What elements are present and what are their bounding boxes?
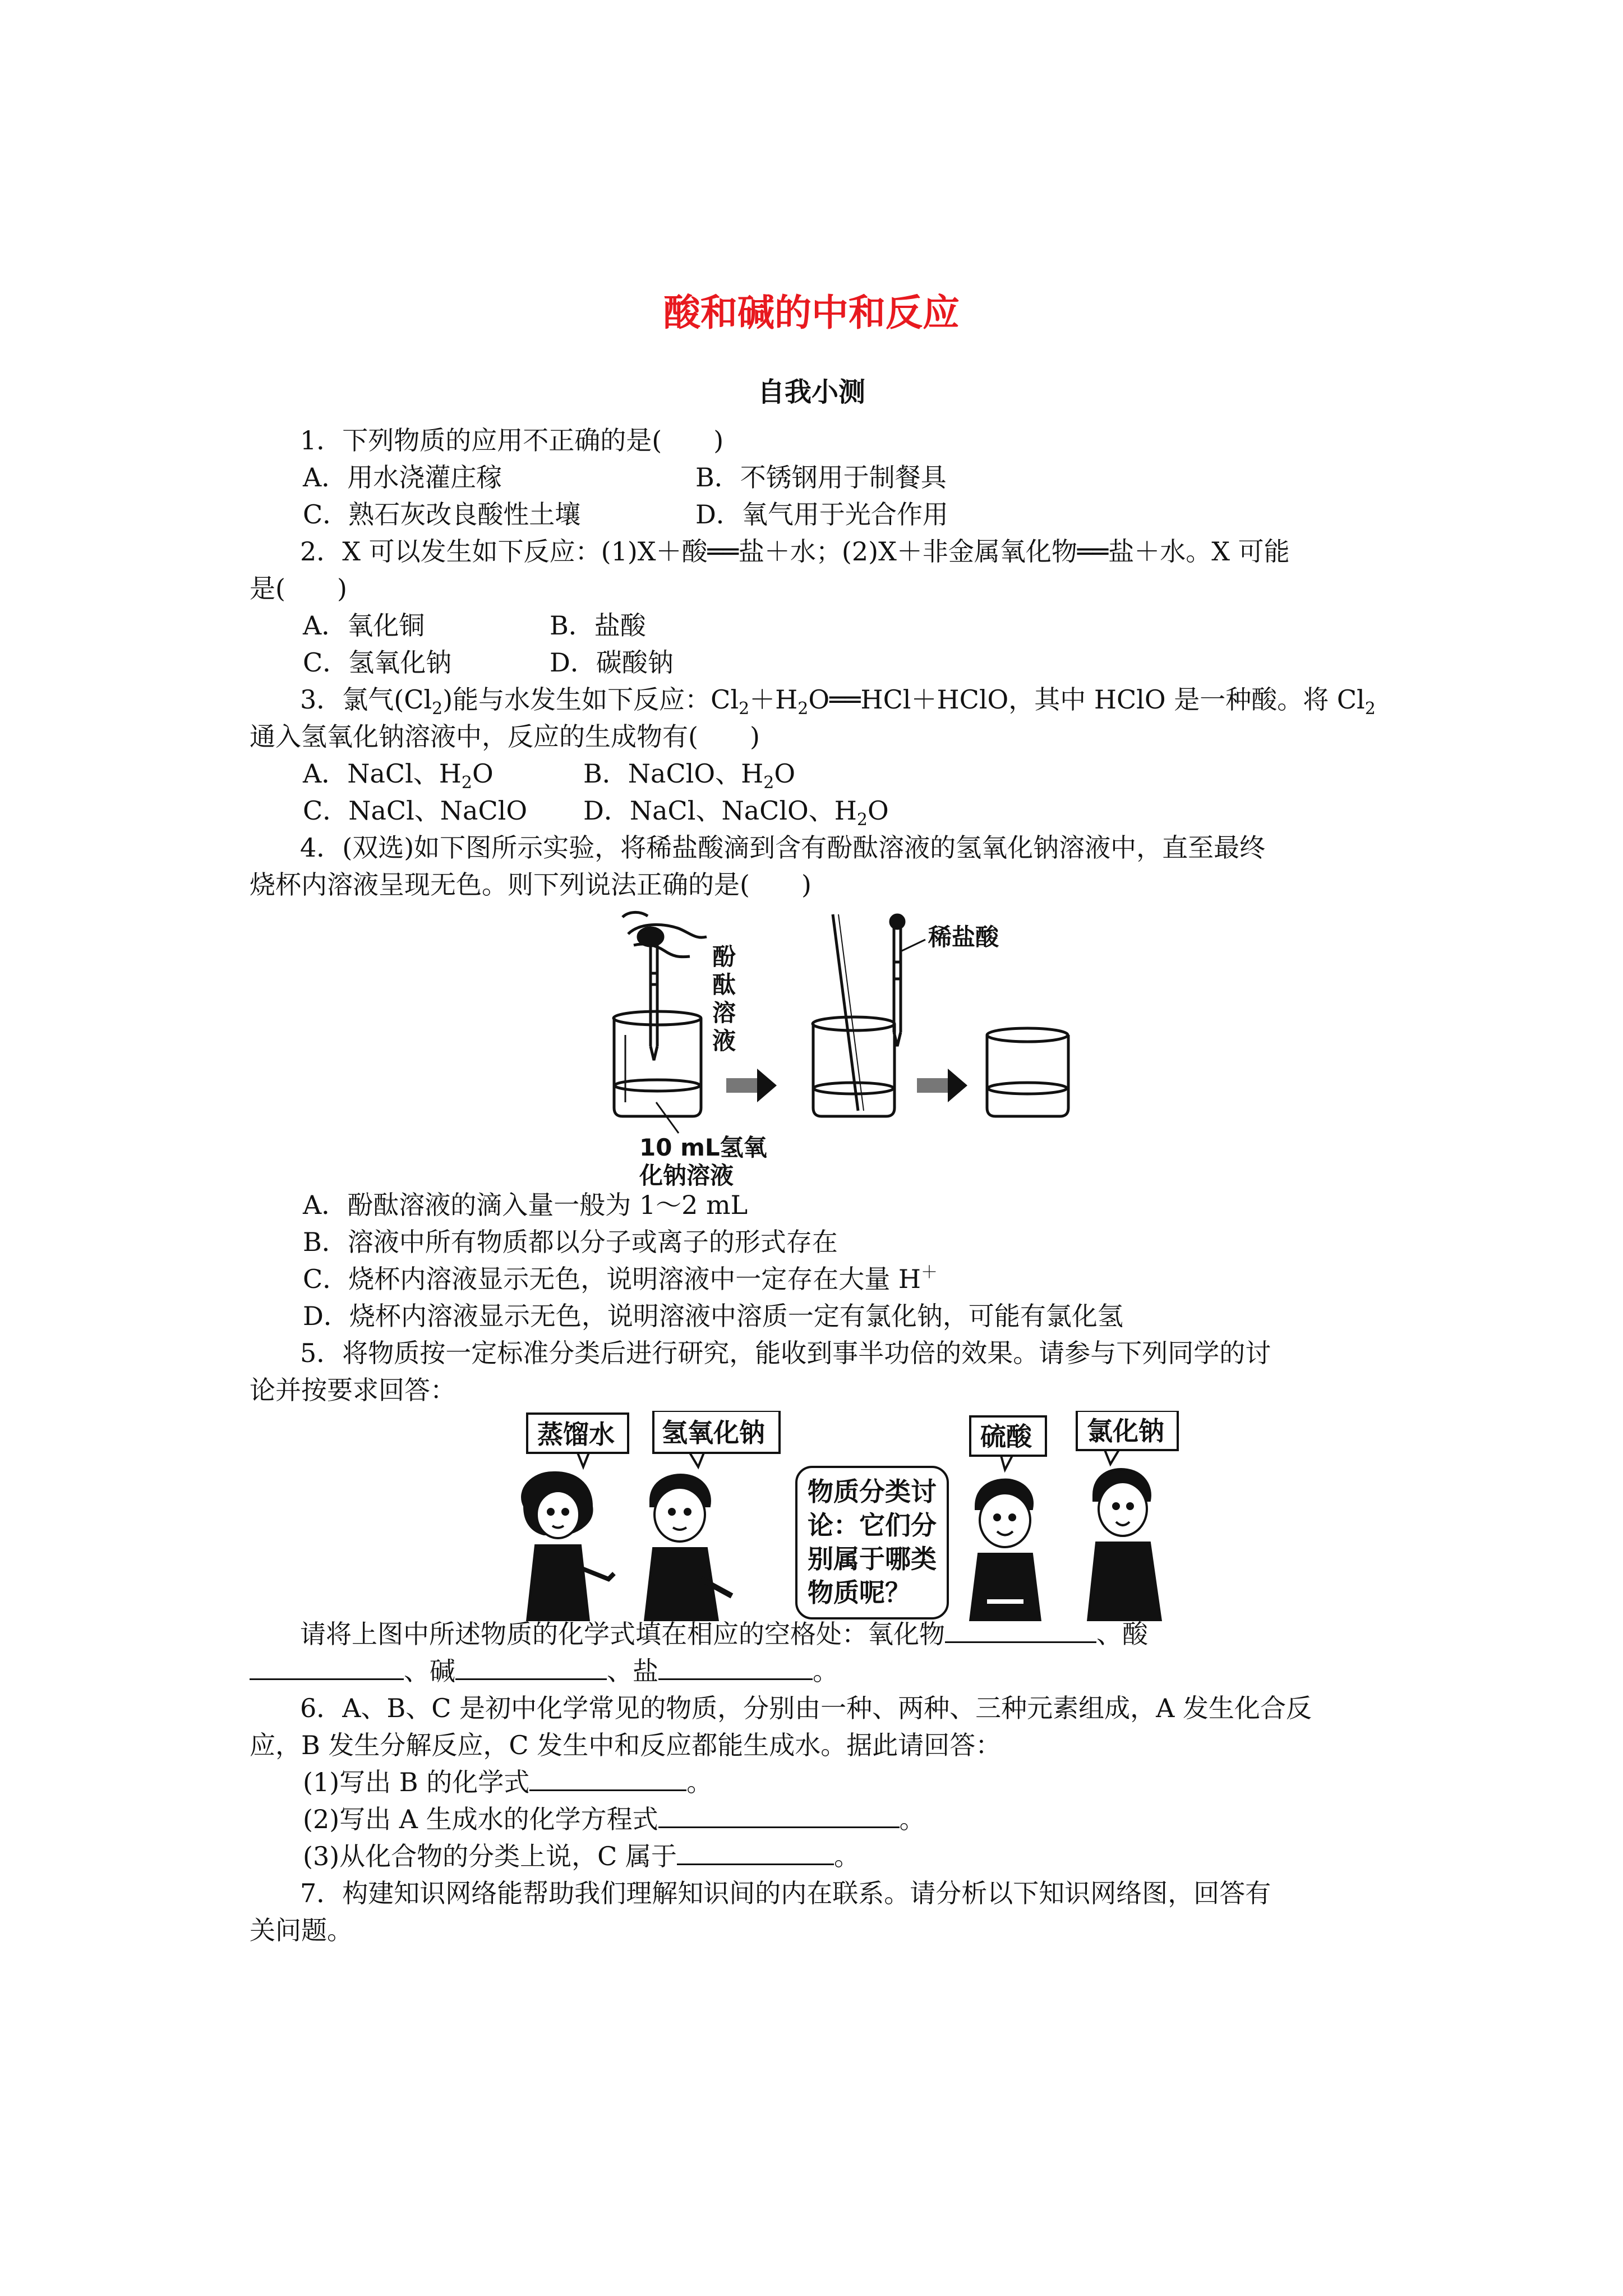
q6-part-1: (1)写出 B 的化学式 。 (303, 1767, 713, 1797)
q3-option-b: B．NaClO、$H_2O$ (583, 758, 796, 793)
speech-bubble-4 (1077, 1411, 1178, 1464)
q7-stem-line2: 关问题。 (250, 1915, 353, 1945)
q4-stem-line2: 烧杯内溶液呈现无色。则下列说法正确的是( ) (250, 869, 811, 900)
speech-bubble-1 (527, 1414, 628, 1467)
blank-a-equation[interactable] (658, 1804, 900, 1828)
arrow-right-icon (726, 1069, 777, 1102)
q1-option-c: C．熟石灰改良酸性土壤 (303, 499, 581, 530)
blank-acid[interactable] (250, 1656, 404, 1680)
blank-b-formula[interactable] (529, 1767, 686, 1791)
q2-option-a: A．氧化铜 (303, 610, 425, 641)
discussion-line-3: 别属于哪类 (808, 1544, 937, 1574)
q6-part-3: (3)从化合物的分类上说，C 属于 。 (303, 1841, 860, 1871)
q5-stem-line2: 论并按要求回答： (250, 1375, 456, 1405)
q1-option-d: D．氧气用于光合作用 (695, 499, 948, 530)
page-subtitle: 自我小测 (757, 376, 865, 408)
q4-option-b: B．溶液中所有物质都以分子或离子的形式存在 (303, 1227, 838, 1257)
student-boy-figure-2 (970, 1480, 1040, 1621)
discussion-box (796, 1467, 948, 1618)
q3-option-d: D．NaCl、NaClO、$H_2O$ (583, 795, 889, 830)
q4-option-a: A．酚酞溶液的滴入量一般为 1～2 mL (303, 1190, 748, 1220)
q2-option-b: B．盐酸 (550, 610, 646, 641)
speech-bubble-3 (970, 1416, 1046, 1470)
label-dilute-hcl: 稀盐酸 (928, 923, 999, 951)
q1-option-a: A．用水浇灌庄稼 (303, 462, 502, 493)
speech-bubble-2 (653, 1411, 780, 1467)
page-title: 酸和碱的中和反应 (663, 291, 960, 334)
q5-fill-line2: 、碱 、盐 。 (250, 1653, 838, 1690)
q4-option-d: D．烧杯内溶液显示无色，说明溶液中溶质一定有氯化钠，可能有氯化氢 (303, 1301, 1123, 1331)
bubble-sulfuric-acid: 硫酸 (980, 1421, 1032, 1452)
q2-stem-line2: 是( ) (250, 573, 347, 604)
q4-option-c: C．烧杯内溶液显示无色，说明溶液中一定存在大量 H＋ (303, 1263, 938, 1294)
q2-stem-line1: 2．X 可以发生如下反应：(1)X＋酸══盐＋水；(2)X＋非金属氧化物══盐＋水。X 可能 (300, 536, 1290, 567)
discussion-line-2: 论：它们分 (808, 1510, 937, 1540)
blank-c-category[interactable] (677, 1841, 834, 1865)
q7-stem-line1: 7．构建知识网络能帮助我们理解知识间的内在联系。请分析以下知识网络图，回答有 (300, 1878, 1271, 1908)
student-girl-figure (522, 1473, 614, 1621)
discussion-line-4: 物质呢？ (808, 1577, 911, 1608)
bubble-sodium-hydroxide: 氢氧化钠 (662, 1418, 765, 1448)
label-naoh-1: 10 mL氢氧 (639, 1134, 767, 1161)
q6-stem-line1: 6．A、B、C 是初中化学常见的物质，分别由一种、两种、三种元素组成，A 发生化合反 (300, 1693, 1312, 1723)
q1-option-b: B．不锈钢用于制餐具 (695, 462, 947, 493)
q6-stem-line2: 应，B 发生分解反应，C 发生中和反应都能生成水。据此请回答： (250, 1730, 1002, 1760)
student-boy-figure-1 (645, 1475, 732, 1621)
label-phenolphthalein-4: 液 (712, 1027, 736, 1055)
q6-part-2: (2)写出 A 生成水的化学方程式 。 (303, 1804, 925, 1834)
label-phenolphthalein-3: 溶 (712, 999, 736, 1027)
label-phenolphthalein-1: 酚 (712, 943, 736, 970)
arrow-right-icon (917, 1069, 967, 1102)
label-naoh-2: 化钠溶液 (639, 1162, 734, 1189)
beaker-3 (987, 1028, 1068, 1116)
student-boy-figure-3 (1088, 1469, 1161, 1621)
q5-fill-line1: 请将上图中所述物质的化学式填在相应的空格处：氧化物 、酸 (300, 1619, 1148, 1649)
q4-stem-line1: 4．(双选)如下图所示实验，将稀盐酸滴到含有酚酞溶液的氢氧化钠溶液中，直至最终 (300, 832, 1266, 863)
classification-discussion-figure (510, 1411, 1217, 1621)
bubble-sodium-chloride: 氯化钠 (1087, 1416, 1164, 1446)
beaker-2 (813, 914, 904, 1116)
q1-stem: 1．下列物质的应用不正确的是( ) (300, 425, 724, 455)
blank-oxide[interactable] (945, 1619, 1096, 1643)
blank-salt[interactable] (658, 1656, 813, 1680)
q5-stem-line1: 5．将物质按一定标准分类后进行研究，能收到事半功倍的效果。请参与下列同学的讨 (300, 1338, 1271, 1368)
label-phenolphthalein-2: 酞 (712, 971, 736, 999)
titration-figure (594, 906, 1099, 1192)
q3-stem-line1: 3．氯气$(Cl_2)$能与水发生如下反应：$Cl_2+H_2O══HCl+HClO$，其中 HClO 是一种酸。将 $Cl_2$ (300, 684, 1376, 719)
q2-option-d: D．碳酸钠 (550, 647, 674, 678)
bubble-distilled-water: 蒸馏水 (537, 1419, 615, 1450)
q3-option-a: A．NaCl、$H_2O$ (303, 758, 494, 793)
blank-base[interactable] (455, 1656, 607, 1680)
q3-option-c: C．NaCl、NaClO (303, 795, 528, 826)
q3-stem-line2: 通入氢氧化钠溶液中，反应的生成物有( ) (250, 721, 760, 752)
hand-dropper-illustration (623, 912, 707, 1060)
discussion-line-1: 物质分类讨 (808, 1476, 937, 1507)
label-pointer-hcl (902, 940, 925, 951)
q2-option-c: C．氢氧化钠 (303, 647, 452, 678)
